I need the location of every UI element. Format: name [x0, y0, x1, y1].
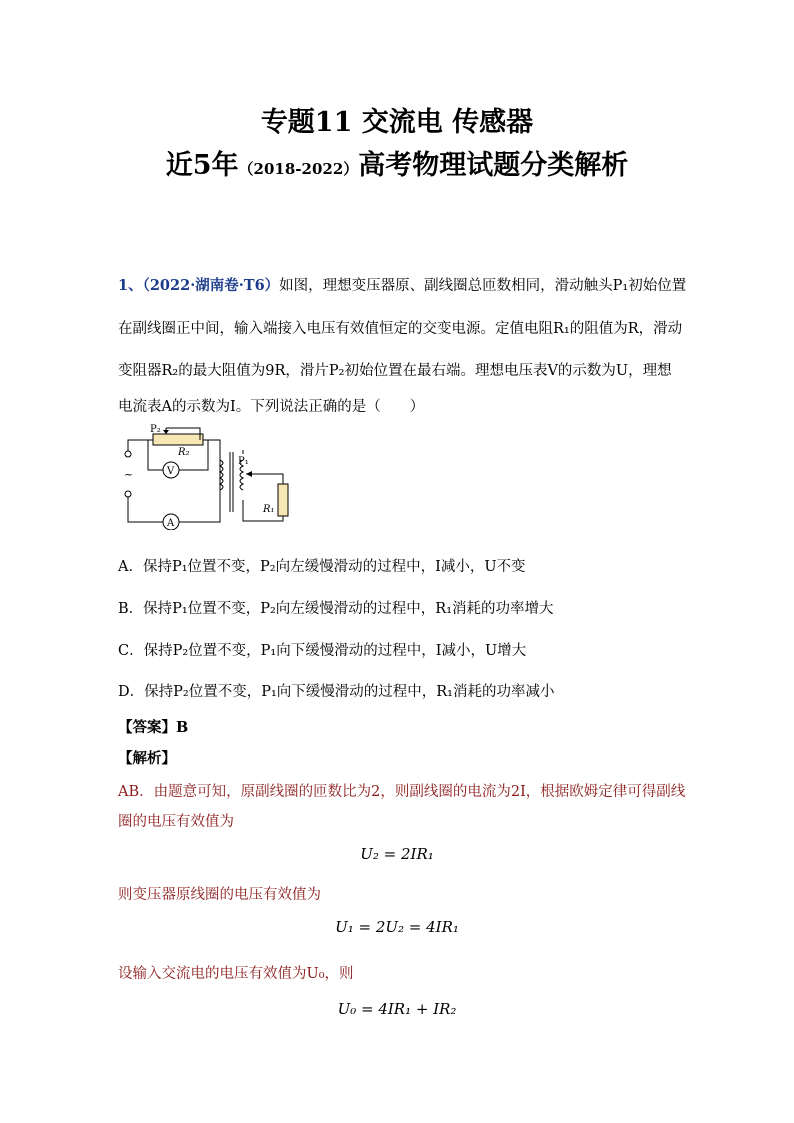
question-text-1: 如图，理想变压器原、副线圈总匝数相同，滑动触头P₁初始位置 [279, 278, 687, 294]
question-line-4: 电流表A的示数为I。下列说法正确的是（ ） [118, 399, 425, 415]
option-c: C．保持P₂位置不变，P₁向下缓慢滑动的过程中，I减小，U增大 [118, 643, 527, 659]
analysis-line-4: 设输入交流电的电压有效值为U₀，则 [118, 966, 354, 982]
label-v: V [167, 466, 175, 477]
question-line-1 [118, 274, 686, 295]
question-source: 1、（2022·湖南卷·T6） [118, 277, 280, 294]
title-text-2b: 高考物理试题分类解析 [358, 150, 629, 181]
circuit-diagram [118, 420, 308, 530]
question-line-2: 在副线圈正中间，输入端接入电压有效值恒定的交变电源。定值电阻R₁的阻值为R，滑动 [118, 321, 683, 337]
analysis-line-2: 圈的电压有效值为 [118, 814, 234, 830]
equation-3: U₀ = 4IR₁ + IR₂ [337, 1000, 457, 1018]
analysis-line-1: AB．由题意可知，原副线圈的匝数比为2，则副线圈的电流为2I，根据欧姆定律可得副线 [118, 784, 686, 800]
title-line-1 [0, 100, 794, 139]
option-b: B．保持P₁位置不变，P₂向左缓慢滑动的过程中，R₁消耗的功率增大 [118, 601, 554, 617]
label-ac: ~ [124, 468, 134, 481]
analysis-label: 【解析】 [118, 750, 176, 767]
label-p1: P₁ [238, 456, 249, 467]
option-a: A．保持P₁位置不变，P₂向左缓慢滑动的过程中，I减小，U不变 [118, 559, 526, 575]
equation-2: U₁ = 2U₂ = 4IR₁ [335, 918, 459, 936]
title-text-1: 专题11 交流电 传感器 [260, 107, 534, 138]
analysis-line-3: 则变压器原线圈的电压有效值为 [118, 887, 321, 903]
label-r2: R₂ [178, 447, 190, 458]
question-line-3: 变阻器R₂的最大阻值为9R，滑片P₂初始位置在最右端。理想电压表V的示数为U，理想 [118, 363, 672, 379]
equation-1: U₂ = 2IR₁ [360, 845, 434, 863]
label-p2: P₂ [150, 424, 161, 435]
label-r1: R₁ [263, 504, 275, 515]
option-d: D．保持P₂位置不变，P₁向下缓慢滑动的过程中，R₁消耗的功率减小 [118, 684, 555, 700]
title-text-2a: 近5年 [165, 150, 239, 181]
title-years: （2018-2022） [238, 160, 359, 178]
label-a: A [167, 518, 175, 529]
answer: 【答案】B [118, 719, 189, 736]
title-line-2 [0, 143, 794, 182]
